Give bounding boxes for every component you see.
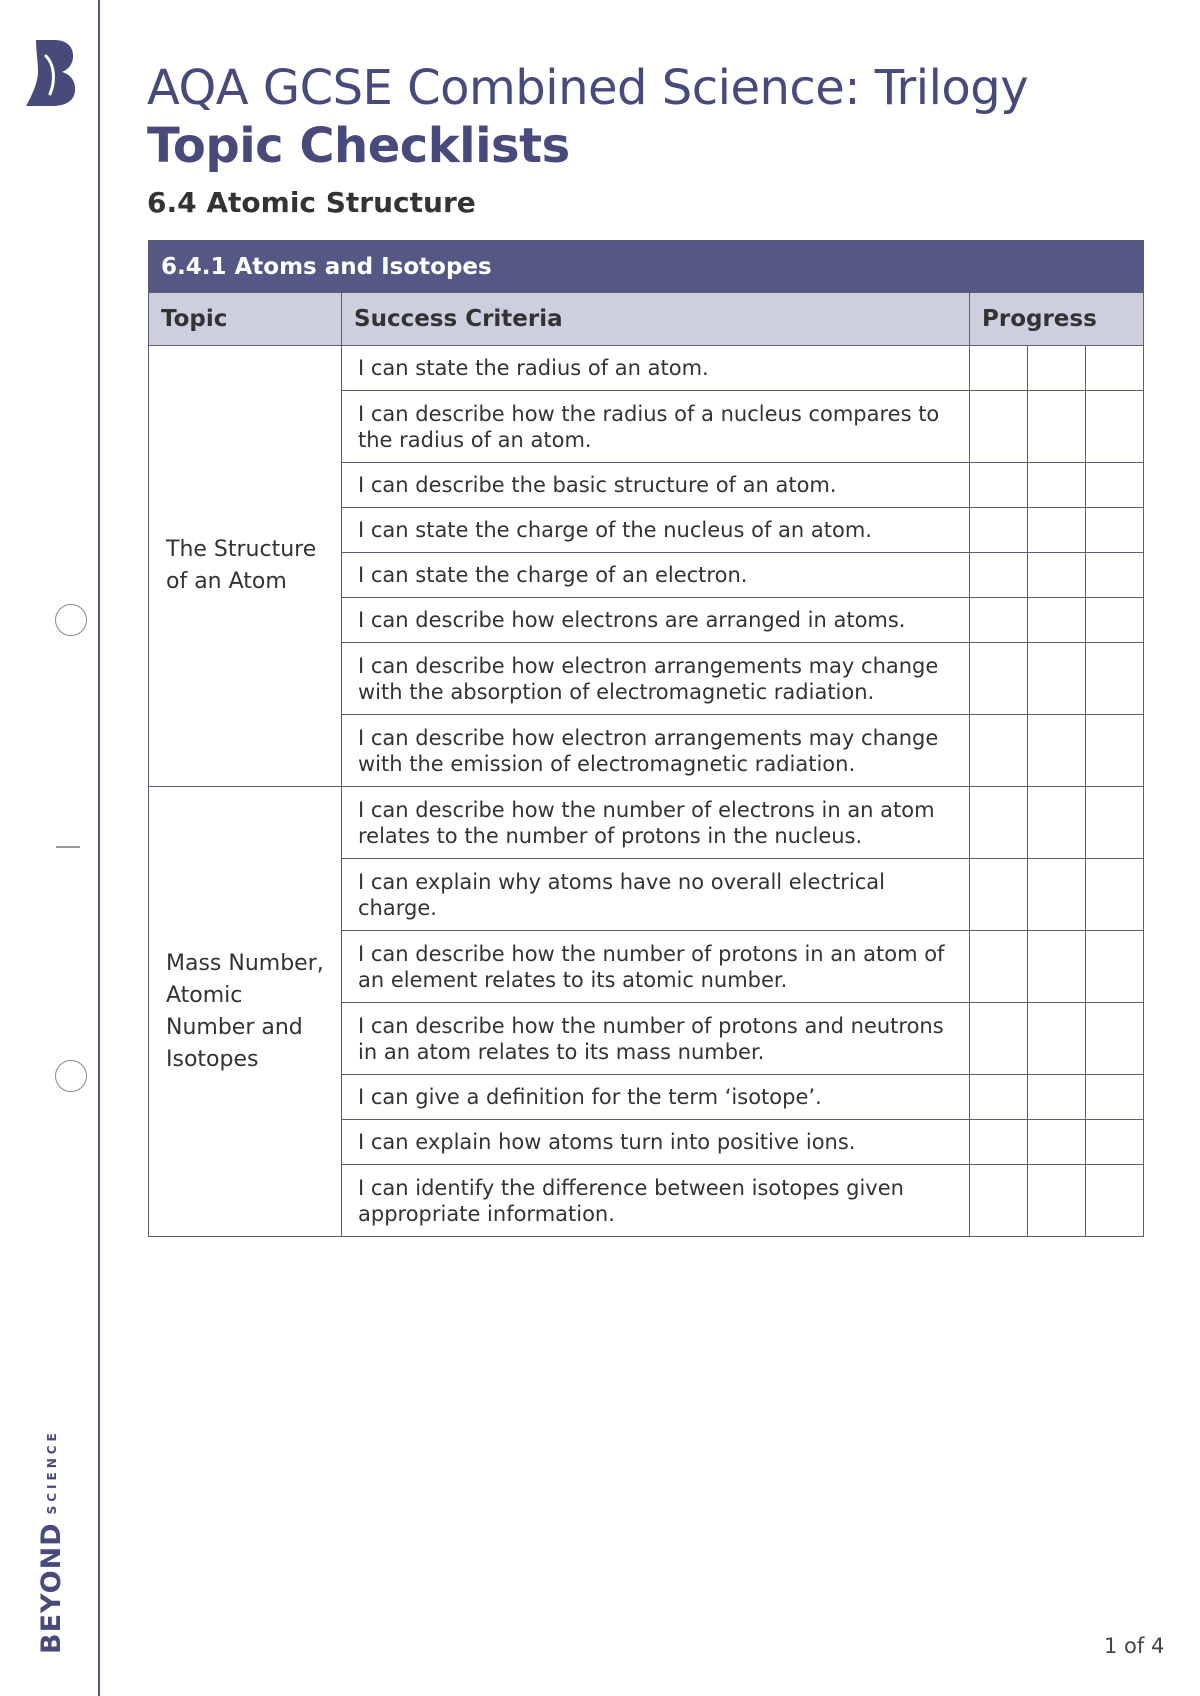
topic-cell: Mass Number, Atomic Number and Isotopes [149,787,342,1237]
progress-box[interactable] [1086,463,1144,508]
progress-box[interactable] [970,1120,1028,1165]
criteria-cell: I can explain how atoms turn into positive ions. [342,1120,970,1165]
table-row [149,346,1144,391]
progress-box[interactable] [1086,508,1144,553]
progress-box[interactable] [1086,859,1144,931]
table-heading: 6.4.1 Atoms and Isotopes [149,241,1144,293]
column-header-criteria: Success Criteria [342,293,970,346]
fold-mark [56,846,80,848]
progress-box[interactable] [1028,859,1086,931]
punch-hole-bottom [55,1060,87,1092]
progress-box[interactable] [970,508,1028,553]
section-heading: 6.4 Atomic Structure [147,186,476,219]
progress-box[interactable] [1086,1165,1144,1237]
criteria-cell: I can state the radius of an atom. [342,346,970,391]
progress-box[interactable] [970,1003,1028,1075]
brand-wordmark [36,1402,76,1654]
document-title: AQA GCSE Combined Science: Trilogy [147,60,1029,116]
criteria-cell: I can state the charge of the nucleus of an atom. [342,508,970,553]
brand-sub: SCIENCE [44,1429,59,1515]
progress-box[interactable] [970,346,1028,391]
progress-box[interactable] [1086,787,1144,859]
progress-box[interactable] [970,1165,1028,1237]
progress-box[interactable] [970,1075,1028,1120]
progress-box[interactable] [1086,715,1144,787]
criteria-cell: I can describe how electron arrangements may change with the emission of electromagnetic radiation. [342,715,970,787]
criteria-cell: I can describe how electrons are arranged in atoms. [342,598,970,643]
criteria-cell: I can give a definition for the term ‘isotope’. [342,1075,970,1120]
criteria-cell: I can describe how the radius of a nucleus compares to the radius of an atom. [342,391,970,463]
progress-box[interactable] [1028,346,1086,391]
progress-box[interactable] [1086,346,1144,391]
progress-box[interactable] [970,715,1028,787]
progress-box[interactable] [1028,508,1086,553]
progress-box[interactable] [970,463,1028,508]
progress-box[interactable] [1086,1120,1144,1165]
criteria-cell: I can identify the difference between isotopes given appropriate information. [342,1165,970,1237]
progress-box[interactable] [1086,391,1144,463]
progress-box[interactable] [1028,787,1086,859]
page-number: 1 of 4 [1104,1634,1165,1658]
progress-box[interactable] [970,859,1028,931]
column-header-topic: Topic [149,293,342,346]
criteria-cell: I can describe how the number of electrons in an atom relates to the number of protons in the nucleus. [342,787,970,859]
progress-box[interactable] [1028,643,1086,715]
brand-main: BEYOND [36,1522,67,1654]
table-row [149,787,1144,859]
topic-checklist-table [148,240,1144,1237]
criteria-cell: I can describe how the number of protons and neutrons in an atom relates to its mass number. [342,1003,970,1075]
progress-box[interactable] [1028,1165,1086,1237]
progress-box[interactable] [970,931,1028,1003]
progress-box[interactable] [1028,715,1086,787]
progress-box[interactable] [1086,553,1144,598]
progress-box[interactable] [1028,1003,1086,1075]
criteria-cell: I can explain why atoms have no overall electrical charge. [342,859,970,931]
table-heading-row [149,241,1144,293]
criteria-cell: I can describe how the number of protons in an atom of an element relates to its atomic number. [342,931,970,1003]
progress-box[interactable] [970,391,1028,463]
criteria-cell: I can describe how electron arrangements may change with the absorption of electromagnetic radiation. [342,643,970,715]
progress-box[interactable] [1028,553,1086,598]
progress-box[interactable] [1028,391,1086,463]
progress-box[interactable] [1028,598,1086,643]
progress-box[interactable] [1086,598,1144,643]
beyond-logo-icon [24,36,80,108]
progress-box[interactable] [1086,643,1144,715]
progress-box[interactable] [970,787,1028,859]
criteria-cell: I can state the charge of an electron. [342,553,970,598]
margin-line [98,0,100,1696]
column-header-progress: Progress [970,293,1144,346]
progress-box[interactable] [1028,1075,1086,1120]
topic-cell: The Structure of an Atom [149,346,342,787]
progress-box[interactable] [1028,1120,1086,1165]
column-header-row [149,293,1144,346]
criteria-cell: I can describe the basic structure of an atom. [342,463,970,508]
document-subtitle: Topic Checklists [147,118,570,174]
progress-box[interactable] [970,598,1028,643]
progress-box[interactable] [1086,931,1144,1003]
progress-box[interactable] [970,553,1028,598]
progress-box[interactable] [1028,463,1086,508]
progress-box[interactable] [970,643,1028,715]
progress-box[interactable] [1028,931,1086,1003]
progress-box[interactable] [1086,1075,1144,1120]
punch-hole-top [55,604,87,636]
progress-box[interactable] [1086,1003,1144,1075]
